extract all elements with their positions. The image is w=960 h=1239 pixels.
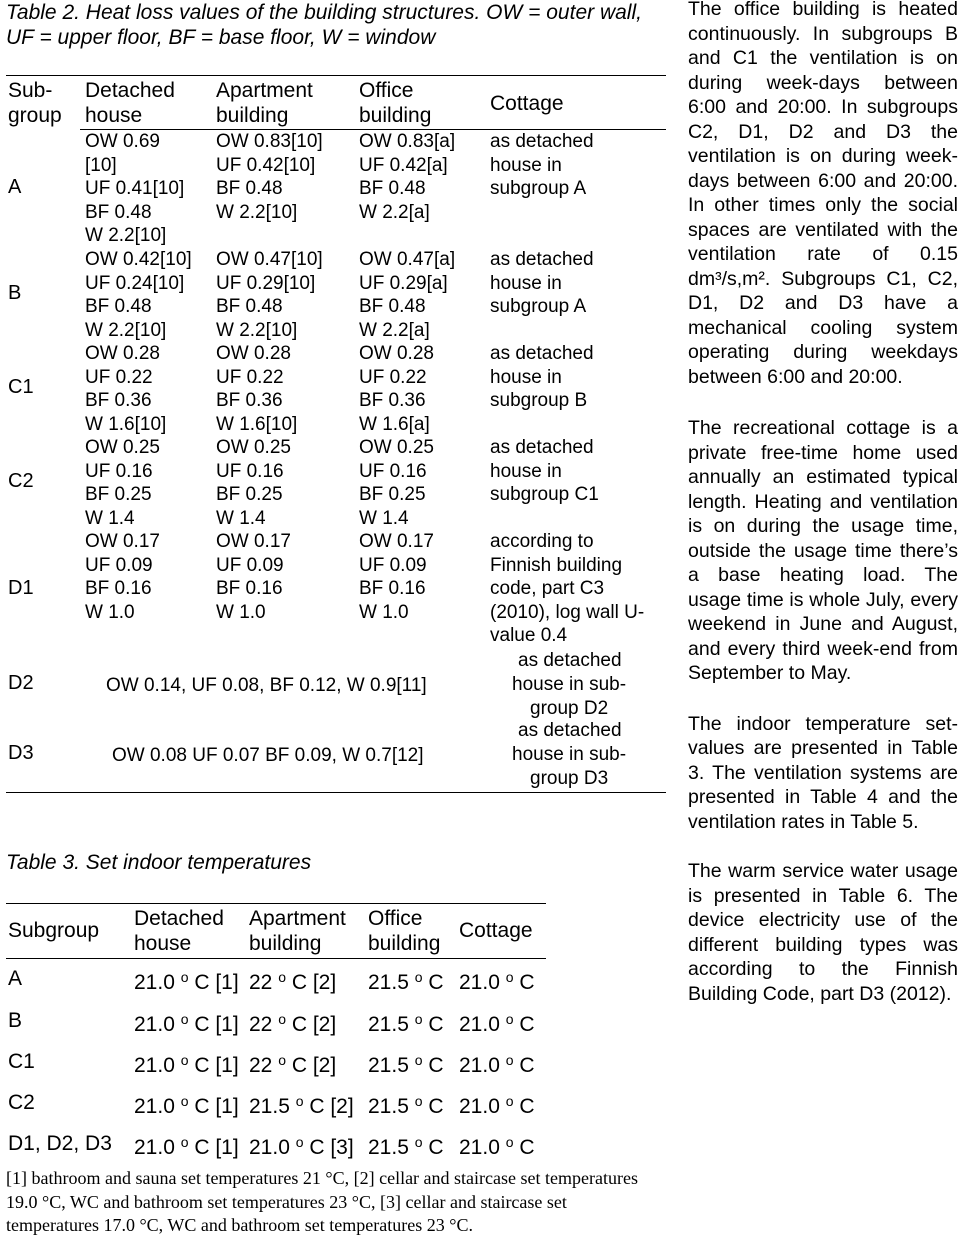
table2-apartment-line: BF 0.48 — [216, 296, 283, 317]
table2-apartment-line: W 2.2[10] — [216, 201, 298, 223]
table2-apartment-line: W 1.4 — [216, 507, 266, 529]
table2-subgroup-d3: D3 — [8, 742, 34, 764]
table2-cottage-line: as detached — [490, 249, 594, 270]
table2-cottage-line: code, part C3 — [490, 578, 605, 599]
table3-detached-value: 21.0 $^o$ C [1] — [134, 1052, 239, 1077]
table2-cottage-d3-0: as detached — [518, 720, 622, 741]
table2-header-office: Office building — [359, 79, 432, 127]
degree-mark: o — [414, 1052, 423, 1068]
degree-mark: o — [295, 1093, 304, 1109]
table2-caption: Table 2. Heat loss values of the building structures. OW = outer wall, UF = upper floor, BF = base floor, W = window — [6, 1, 642, 49]
table2-apartment-line: BF 0.25 — [216, 484, 283, 505]
degree-mark: o — [180, 1134, 189, 1150]
table2-apartment-line: UF 0.22 — [216, 366, 284, 388]
table2-office-line: UF 0.09 — [359, 554, 427, 576]
table2-apartment-line: BF 0.36 — [216, 390, 283, 411]
table3-cottage-value: 21.0 $^o$ C — [459, 1093, 535, 1118]
table2-values-d2: OW 0.14, UF 0.08, BF 0.12, W 0.9[11] — [106, 675, 427, 696]
table2-apartment-line: UF 0.29[10] — [216, 272, 316, 294]
table2-office-line: BF 0.16 — [359, 578, 426, 599]
table3-subgroup: A — [8, 967, 23, 990]
table2-header-cottage: Cottage — [490, 92, 564, 115]
table2-office-line: BF 0.36 — [359, 390, 426, 411]
table2-subgroup-a: A — [8, 176, 22, 198]
table2-header-apartment: Apartment building — [216, 79, 313, 127]
table2-office-line: W 1.4 — [359, 507, 409, 529]
table2-detached-line: OW 0.17 — [85, 531, 160, 552]
degree-mark: o — [180, 1052, 189, 1068]
table2-apartment-line: OW 0.47[10] — [216, 249, 323, 270]
degree-mark: o — [505, 1093, 514, 1109]
table2-cottage-line: as detached — [490, 437, 594, 458]
table3-cottage-value: 21.0 $^o$ C — [459, 1134, 535, 1159]
table3-apartment-value: 21.0 $^o$ C [3] — [249, 1134, 354, 1159]
table2-cottage-d2-0: as detached — [518, 650, 622, 671]
table2-cottage-line: as detached — [490, 343, 594, 364]
table3-office-value: 21.5 $^o$ C — [368, 1134, 444, 1159]
degree-mark: o — [278, 1052, 286, 1068]
table3-detached-value: 21.0 $^o$ C [1] — [134, 1011, 239, 1036]
table2-office-line: BF 0.48 — [359, 178, 426, 199]
table2-detached-line: UF 0.41[10] — [85, 178, 185, 199]
table2-apartment-line: OW 0.28 — [216, 343, 291, 364]
table2-office-line: UF 0.16 — [359, 460, 427, 482]
table3-detached-value: 21.0 $^o$ C [1] — [134, 1134, 239, 1159]
table2-cottage-line: according to — [490, 531, 594, 552]
table3-detached-value: 21.0 $^o$ C [1] — [134, 969, 239, 994]
table2-header-subgroup: Sub- group — [8, 79, 62, 127]
degree-mark: o — [505, 1134, 514, 1150]
degree-mark: o — [414, 1134, 423, 1150]
table3-detached-value: 21.0 $^o$ C [1] — [134, 1093, 239, 1118]
body-text-column — [688, 0, 958, 1006]
table2-subgroup-c1: C1 — [8, 376, 34, 398]
table2-office-line: OW 0.83[a] — [359, 131, 456, 152]
table3-subgroup: C2 — [8, 1091, 35, 1114]
table2-apartment-line: W 1.6[10] — [216, 413, 298, 435]
table3-office-value: 21.5 $^o$ C — [368, 1011, 444, 1036]
table3-header-cottage: Cottage — [459, 919, 533, 942]
table2-detached-line: W 1.4 — [85, 507, 135, 529]
table3-apartment-value: 22 $^o$ C [2] — [249, 1011, 337, 1036]
table2-cottage-line: house in — [490, 460, 562, 482]
table2-header-detached: Detached house — [85, 79, 175, 127]
table2-detached-line: W 2.2[10] — [85, 319, 167, 341]
table2-detached-line: W 1.6[10] — [85, 413, 167, 435]
table3-header-apartment: Apartment building — [249, 907, 346, 955]
table2-cottage-line: (2010), log wall U- — [490, 601, 645, 623]
degree-mark: o — [505, 969, 514, 985]
table2-cottage-line: subgroup B — [490, 390, 588, 411]
table3-subgroup: D1, D2, D3 — [8, 1132, 112, 1155]
table3-office-value: 21.5 $^o$ C — [368, 1052, 444, 1077]
table3-header-office: Office building — [368, 907, 441, 955]
body-paragraph-4: The warm service water usage is presented in Table 6. The device electricity use of the different building types was according to the Finnish Building Code, part D3 (2012). — [688, 860, 958, 1005]
table2-subgroup-c2: C2 — [8, 470, 34, 492]
table2-detached-line: BF 0.48 — [85, 296, 152, 317]
table3-office-value: 21.5 $^o$ C — [368, 969, 444, 994]
table3-header-detached: Detached house — [134, 907, 224, 955]
degree-mark: o — [295, 1134, 304, 1150]
table2-office-line: OW 0.28 — [359, 343, 434, 364]
table2-detached-line: BF 0.25 — [85, 484, 152, 505]
table2-office-line: UF 0.42[a] — [359, 154, 448, 176]
table2-detached-line: OW 0.69 — [85, 131, 160, 152]
table2-office-line: W 2.2[a] — [359, 319, 430, 341]
table3-caption: Table 3. Set indoor temperatures — [6, 851, 312, 874]
table2-detached-line: OW 0.42[10] — [85, 249, 192, 270]
table2-detached-line: OW 0.28 — [85, 343, 160, 364]
table2-office-line: W 1.6[a] — [359, 413, 430, 435]
table2-detached-line: W 1.0 — [85, 601, 135, 623]
degree-mark: o — [505, 1052, 514, 1068]
table2-subgroup-d2: D2 — [8, 672, 34, 694]
table2-office-line: OW 0.25 — [359, 437, 434, 458]
table2-cottage-line: house in — [490, 154, 562, 176]
table3-cottage-value: 21.0 $^o$ C — [459, 1052, 535, 1077]
table2-apartment-line: BF 0.16 — [216, 578, 283, 599]
table3-cottage-value: 21.0 $^o$ C — [459, 969, 535, 994]
table2-cottage-line: Finnish building — [490, 554, 623, 576]
table2-cottage-line: value 0.4 — [490, 625, 568, 646]
table2-cottage-d2-2: group D2 — [530, 698, 609, 719]
table2-apartment-line: W 1.0 — [216, 601, 266, 623]
table3-subgroup: B — [8, 1009, 23, 1032]
degree-mark: o — [278, 1011, 286, 1027]
body-paragraph-2: The recreational cottage is a private free-time home used annually an estimated typical length. Heating and ventilation is on during the usage time, outside the usage time there’s a base heating load. The usage time is whole July, every weekend in June and August, and every third week-end from September to May. — [688, 417, 958, 684]
table2-cottage-line: subgroup A — [490, 296, 587, 317]
table2-detached-line: UF 0.22 — [85, 366, 153, 388]
table2-detached-line: UF 0.16 — [85, 460, 153, 482]
degree-mark: o — [414, 1011, 423, 1027]
degree-mark: o — [180, 1011, 189, 1027]
degree-mark: o — [414, 1093, 423, 1109]
table2-apartment-line: UF 0.09 — [216, 554, 284, 576]
table3-apartment-value: 22 $^o$ C [2] — [249, 969, 337, 994]
degree-mark: o — [180, 1093, 189, 1109]
table2-detached-line: W 2.2[10] — [85, 225, 167, 246]
degree-mark: o — [180, 969, 189, 985]
table2-apartment-line: W 2.2[10] — [216, 319, 298, 341]
table2-office-line: BF 0.48 — [359, 296, 426, 317]
table2-cottage-d3-2: group D3 — [530, 768, 609, 789]
table2-office-line: OW 0.47[a] — [359, 249, 456, 270]
table2-apartment-line: OW 0.25 — [216, 437, 291, 458]
body-paragraph-1: The office building is heated continuously. In subgroups B and C1 the ventilation is on during week-days between 6:00 and 20:00. In subgroups C2, D1, D2 and D3 the ventilation is on during week-days between 6:00 and 20:00. In other times only the social spaces are ventilated with the ventilation rate of 0.15 dm³/s,m². Subgroups C1, C2, D1, D2 and D3 have a mechanical cooling system operating during weekdays between 6:00 and 20:00. — [688, 0, 958, 388]
table2-detached-line: BF 0.48 — [85, 201, 152, 223]
table2-detached-line: BF 0.16 — [85, 578, 152, 599]
table2-cottage-d2-1: house in sub- — [512, 674, 627, 695]
table2-office-line: BF 0.25 — [359, 484, 426, 505]
table2-office-line: OW 0.17 — [359, 531, 434, 552]
table2-cottage-line: as detached — [490, 131, 594, 152]
table2-office-line: UF 0.29[a] — [359, 272, 448, 294]
table2-office-line: W 1.0 — [359, 601, 409, 623]
table3-subgroup: C1 — [8, 1050, 35, 1073]
table3-notes: [1] bathroom and sauna set temperatures 21 °C, [2] cellar and staircase set temperatures 19.0 °C, WC and bathroom set temperatures 23 °C, [3] cellar and staircase set temperatures 17.0 °C, WC and bathroom set temperatures 23 °C. — [6, 1168, 638, 1235]
degree-mark: o — [278, 969, 286, 985]
table3-apartment-value: 22 $^o$ C [2] — [249, 1052, 337, 1077]
table2-cottage-d3-1: house in sub- — [512, 744, 627, 765]
table2-office-line: UF 0.22 — [359, 366, 427, 388]
table2-detached-line: UF 0.24[10] — [85, 272, 185, 294]
table3-header-subgroup: Subgroup — [8, 919, 100, 942]
table2-subgroup-b: B — [8, 282, 22, 304]
table2-office-line: W 2.2[a] — [359, 201, 430, 223]
table2-apartment-line: UF 0.42[10] — [216, 154, 316, 176]
table2-apartment-line: OW 0.83[10] — [216, 131, 323, 152]
table2-detached-line: OW 0.25 — [85, 437, 160, 458]
table2-apartment-line: UF 0.16 — [216, 460, 284, 482]
table2-cottage-line: subgroup A — [490, 178, 587, 199]
degree-mark: o — [505, 1011, 514, 1027]
table2-subgroup-d1: D1 — [8, 577, 34, 599]
degree-mark: o — [414, 969, 423, 985]
table2-apartment-line: OW 0.17 — [216, 531, 291, 552]
table3-office-value: 21.5 $^o$ C — [368, 1093, 444, 1118]
body-paragraph-3: The indoor temperature set-values are presented in Table 3. The ventilation systems are presented in Table 4 and the ventilation rates in Table 5. — [688, 712, 958, 833]
table3-apartment-value: 21.5 $^o$ C [2] — [249, 1093, 354, 1118]
table2-values-d3: OW 0.08 UF 0.07 BF 0.09, W 0.7[12] — [112, 745, 424, 766]
table2-detached-line: UF 0.09 — [85, 554, 153, 576]
table2-detached-line: BF 0.36 — [85, 390, 152, 411]
table2-apartment-line: BF 0.48 — [216, 178, 283, 199]
table2-cottage-line: house in — [490, 366, 562, 388]
table2-cottage-line: house in — [490, 272, 562, 294]
table3-cottage-value: 21.0 $^o$ C — [459, 1011, 535, 1036]
table2-cottage-line: subgroup C1 — [490, 484, 599, 505]
table2-detached-line: [10] — [85, 154, 117, 176]
